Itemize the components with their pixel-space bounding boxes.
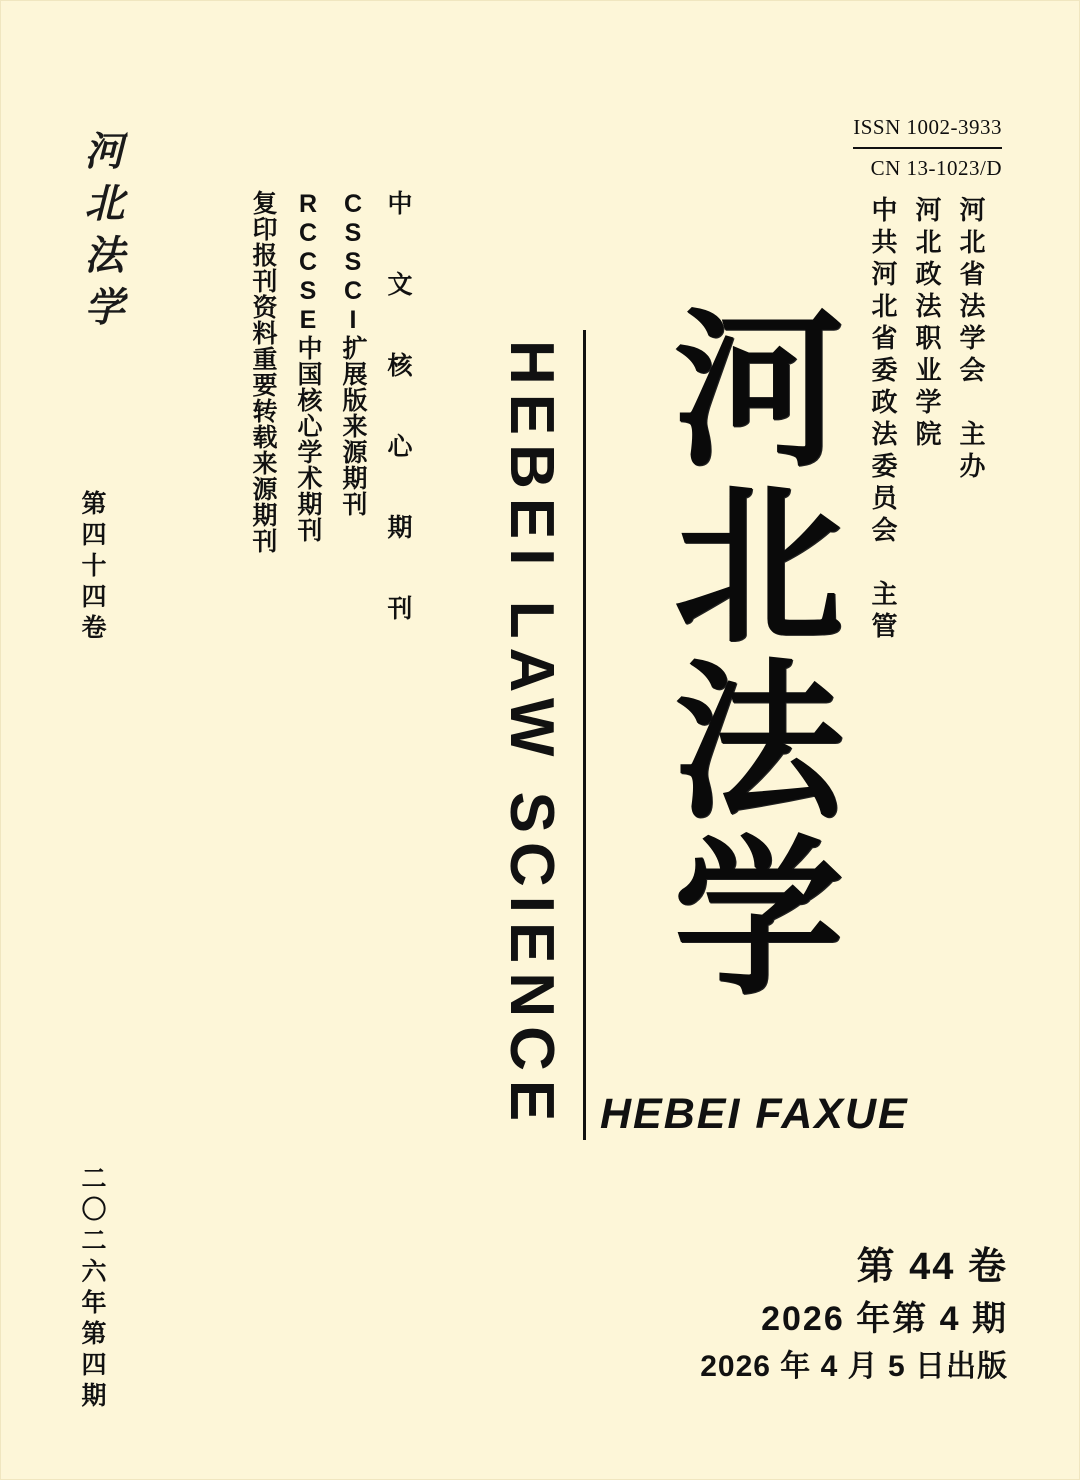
spine-volume-label: 第四十四卷 bbox=[78, 490, 106, 645]
sponsor-block bbox=[870, 196, 984, 644]
journal-title-chinese: 河北法学 bbox=[644, 300, 844, 1004]
spine-title-mark: 河北法学 bbox=[78, 130, 125, 338]
indexing-item-cssci: CSSCI扩展版来源期刊 bbox=[339, 190, 367, 517]
sponsor-item-college: 河北政法职业学院 bbox=[912, 196, 942, 452]
issn-text: ISSN 1002-3933 bbox=[853, 115, 1002, 139]
indexing-item-rccse: RCCSE中国核心学术期刊 bbox=[294, 190, 322, 543]
indexing-item-core: 中 文 核 心 期 刊 bbox=[384, 190, 412, 634]
spine-issue-label: 二〇二六年第四期 bbox=[78, 1165, 106, 1413]
sponsor-item-association: 河北省法学会 主办 bbox=[956, 196, 986, 484]
issue-publish-date: 2026 年 4 月 5 日出版 bbox=[700, 1349, 1008, 1383]
issue-volume: 第 44 卷 bbox=[856, 1246, 1008, 1289]
identifier-block bbox=[853, 112, 1002, 184]
cn-number-text: CN 13-1023/D bbox=[870, 155, 1002, 180]
journal-title-english: HEBEI LAW SCIENCE bbox=[497, 340, 566, 1131]
indexing-item-reprint: 复印报刊资料重要转载来源期刊 bbox=[249, 190, 277, 554]
journal-title-pinyin: HEBEI FAXUE bbox=[600, 1090, 909, 1138]
sponsor-item-supervisor: 中共河北省委政法委员会 主管 bbox=[868, 196, 898, 644]
identifier-divider bbox=[853, 147, 1002, 149]
indexing-block bbox=[250, 190, 410, 634]
title-divider bbox=[583, 330, 586, 1140]
issue-info-block bbox=[700, 1240, 1008, 1388]
issue-number: 2026 年第 4 期 bbox=[761, 1300, 1008, 1339]
